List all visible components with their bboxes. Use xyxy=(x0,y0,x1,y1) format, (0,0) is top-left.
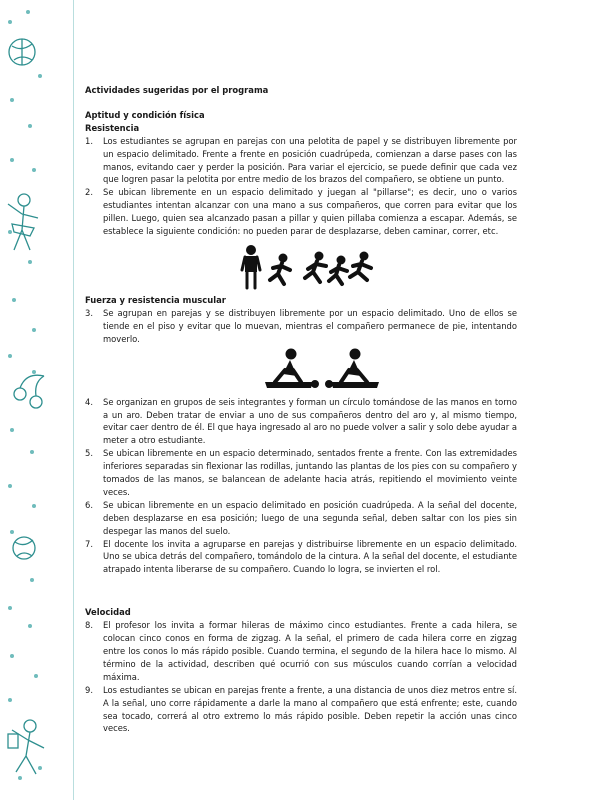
item-text: Los estudiantes se ubican en parejas frente a frente, a una distancia de unos diez metros entre sí. A la señal, uno corre rápidamente a darle la mano al compañero que está enfrente; este, cuando sea tocado, correrá al otro extremo lo más rápido posible. Deben repetir la acción unas cinco veces. xyxy=(103,684,517,734)
resistencia-heading: Resistencia xyxy=(85,122,140,133)
velocidad-heading: Velocidad xyxy=(85,607,131,618)
activity-4 xyxy=(85,396,517,448)
item-number: 3. xyxy=(85,307,93,318)
item-text: Se organizan en grupos de seis integrantes y forman un círculo tomándose de las manos en torno a un aro. Deben tratar de enviar a uno de sus compañeros dentro del aro y, al mismo tiempo, evitar caer dentro de él. El que haya ingresado al aro no puede volver a salir y solo debe ayudar a meter a otro estudiante. xyxy=(103,396,517,446)
item-number: 4. xyxy=(85,396,93,407)
item-number: 9. xyxy=(85,684,93,695)
item-number: 5. xyxy=(85,448,93,459)
activity-2 xyxy=(85,186,517,238)
item-text: Los estudiantes se agrupan en parejas con una pelotita de papel y se distribuyen libremente por un espacio delimitado. Frente a frente en posición cuadrúpeda, comienzan a darse pases con las manos, evitando caer y perder la posición. Para variar el ejercicio, se puede definir que cada vez que logren pasar la pelotita por entre medio de los brazos del compañero, se obtiene un punto. xyxy=(103,135,517,185)
item-text: Se ubican libremente en un espacio delimitado y juegan al "pillarse"; es decir, uno o varios estudiantes intentan alcanzar con una mano a sus compañeros, que corren para evitar que los pillen. Luego, quien sea alcanzado pasan a pillar y quien pillaba comienza a escapar. Además, se establece la siguiente condición: no pueden parar de desplazarse, deben caminar, correr, etc. xyxy=(103,187,517,237)
fuerza-heading: Fuerza y resistencia muscular xyxy=(85,294,226,305)
runners-illustration xyxy=(85,238,517,294)
activity-5 xyxy=(85,447,517,499)
item-number: 7. xyxy=(85,538,93,549)
activity-7 xyxy=(85,538,517,577)
document-body xyxy=(85,84,517,735)
runners-figure xyxy=(240,244,380,290)
spacer xyxy=(85,576,517,606)
item-number: 2. xyxy=(85,187,93,198)
item-text: Se ubican libremente en un espacio delimitado en posición cuadrúpeda. A la señal del docente, deben desplazarse en esa posición; luego de una segunda señal, deben saltar con los pies sin despegar las manos del suelo. xyxy=(103,499,517,536)
partners-figure xyxy=(263,348,383,390)
activity-9 xyxy=(85,684,517,736)
item-number: 6. xyxy=(85,499,93,510)
activity-1 xyxy=(85,135,517,187)
activity-3 xyxy=(85,307,517,346)
partners-illustration xyxy=(85,346,517,396)
item-number: 1. xyxy=(85,135,93,146)
item-text: El profesor los invita a formar hileras de máximo cinco estudiantes. Frente a cada hilera, se colocan cinco conos en forma de zigzag. A la señal, el primero de cada hilera corre en zigzag entre los conos lo más rápido posible. Cuando termina, el segundo de la hilera hace lo mismo. Al término de la actividad, describen qué ocurrió con sus músculos cuando corrían a velocidad máxima. xyxy=(103,620,517,682)
activity-8 xyxy=(85,619,517,684)
margin-decoration xyxy=(0,0,75,800)
document-title: Actividades sugeridas por el programa xyxy=(85,85,269,95)
item-text: Se ubican libremente en un espacio determinado, sentados frente a frente. Con las extremidades inferiores separadas sin flexionar las rodillas, juntando las plantas de los pies con su compañero y tomados de las manos, se balancean de adelante hacia atrás, repitiendo el movimiento veinte veces. xyxy=(103,448,517,497)
activity-6 xyxy=(85,499,517,538)
section-title: Aptitud y condición física xyxy=(85,109,205,120)
item-text: Se agrupan en parejas y se distribuyen libremente por un espacio delimitado. Uno de ellos se tiende en el piso y evitar que lo muevan, mientras el compañero permanece de pie, intentando moverlo. xyxy=(103,307,517,344)
item-number: 8. xyxy=(85,620,93,631)
item-text: El docente los invita a agruparse en parejas y distribuirse libremente en un espacio delimitado. Uno se ubica detrás del compañero, tomándolo de la cintura. A la señal del docente, el estudiante atrapado intenta liberarse de su compañero. Cuando lo logra, se invierten el rol. xyxy=(103,538,517,575)
